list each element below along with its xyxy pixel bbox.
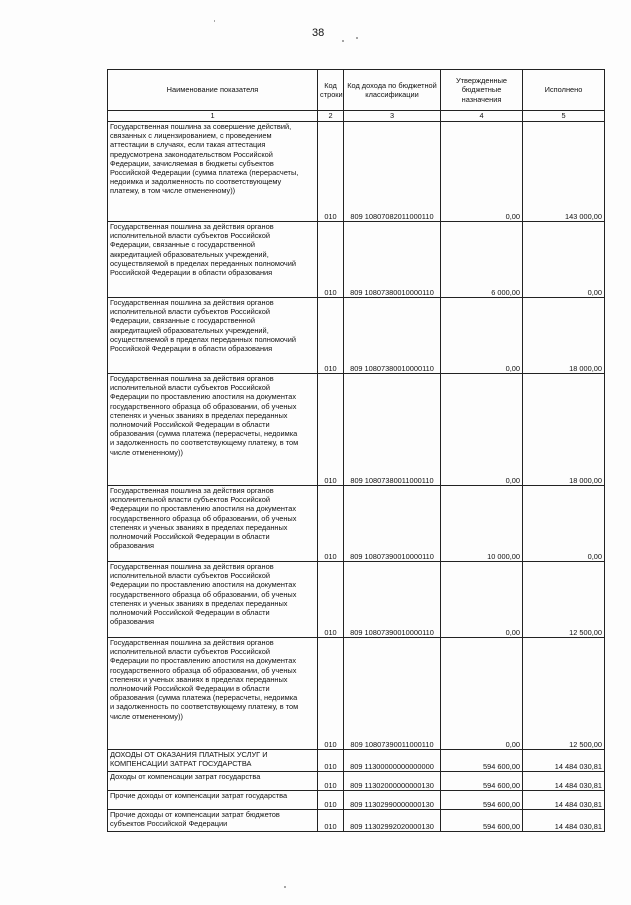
row-name-cell: Государственная пошлина за действия органов исполнительной власти субъектов Российской Федерации по проставлению апостиля на документах государственного образца об образовании, об ученых степенях и ученых званиях в пределах переданных полномочий Российской Федерации в области образования (сумма платежа (перерасчеты, недоимка и задолженность по соответствующему платежу, в том числе отмененному)) [108, 638, 318, 750]
header-name: Наименование показателя [108, 70, 318, 111]
table-row [108, 750, 605, 772]
page-number: 38 [312, 27, 325, 39]
row-line-code-cell: 010 [318, 222, 344, 298]
row-approved-cell: 6 000,00 [441, 222, 523, 298]
table-row [108, 810, 605, 832]
table-row [108, 791, 605, 810]
scan-speck [284, 886, 286, 888]
budget-execution-table [107, 69, 605, 832]
scan-speck [356, 37, 358, 39]
row-income-code-cell: 809 10807380011000110 [344, 374, 441, 486]
row-income-code-cell: 809 10807380010000110 [344, 298, 441, 374]
column-number: 1 [108, 111, 318, 122]
row-line-code-cell: 010 [318, 562, 344, 638]
row-name-cell: Государственная пошлина за действия органов исполнительной власти субъектов Российской Федерации по проставлению апостиля на документах государственного образца об образовании, об ученых степенях и ученых званиях в пределах переданных полномочий Российской Федерации в области образования [108, 486, 318, 562]
row-line-code-cell: 010 [318, 374, 344, 486]
scan-speck [214, 20, 215, 22]
row-line-code-cell: 010 [318, 122, 344, 222]
row-name-cell: Доходы от компенсации затрат государства [108, 772, 318, 791]
row-executed-cell: 18 000,00 [523, 374, 605, 486]
row-executed-cell: 12 500,00 [523, 638, 605, 750]
column-number-row [108, 111, 605, 122]
row-line-code-cell: 010 [318, 791, 344, 810]
row-income-code-cell: 809 10807380010000110 [344, 222, 441, 298]
table-header [108, 70, 605, 111]
row-income-code-cell: 809 11300000000000000 [344, 750, 441, 772]
column-number: 5 [523, 111, 605, 122]
row-executed-cell: 12 500,00 [523, 562, 605, 638]
row-approved-cell: 0,00 [441, 122, 523, 222]
row-line-code-cell: 010 [318, 638, 344, 750]
table-row [108, 562, 605, 638]
row-executed-cell: 14 484 030,81 [523, 772, 605, 791]
row-name-cell: Государственная пошлина за действия органов исполнительной власти субъектов Российской Федерации по проставлению апостиля на документах государственного образца об образовании, об ученых степенях и ученых званиях в пределах переданных полномочий Российской Федерации в области образования [108, 562, 318, 638]
row-executed-cell: 18 000,00 [523, 298, 605, 374]
row-income-code-cell: 809 10807390010000110 [344, 562, 441, 638]
table-row [108, 772, 605, 791]
row-income-code-cell: 809 11302992020000130 [344, 810, 441, 832]
header-row [108, 70, 605, 111]
row-approved-cell: 10 000,00 [441, 486, 523, 562]
column-number: 4 [441, 111, 523, 122]
row-name-cell: Государственная пошлина за действия органов исполнительной власти субъектов Российской Федерации, связанные с государственной аккредитацией образовательных учреждений, осуществляемой в пределах переданных полномочий Российской Федерации в области образования [108, 298, 318, 374]
row-income-code-cell: 809 11302000000000130 [344, 772, 441, 791]
row-approved-cell: 0,00 [441, 638, 523, 750]
row-executed-cell: 0,00 [523, 222, 605, 298]
row-approved-cell: 0,00 [441, 298, 523, 374]
row-approved-cell: 0,00 [441, 374, 523, 486]
row-income-code-cell: 809 10807390010000110 [344, 486, 441, 562]
header-line-code: Код строки [318, 70, 344, 111]
row-approved-cell: 594 600,00 [441, 750, 523, 772]
row-executed-cell: 14 484 030,81 [523, 750, 605, 772]
table-row [108, 298, 605, 374]
row-approved-cell: 594 600,00 [441, 810, 523, 832]
row-name-cell: Государственная пошлина за действия органов исполнительной власти субъектов Российской Федерации по проставлению апостиля на документах государственного образца об образовании, об ученых степенях и ученых званиях в пределах переданных полномочий Российской Федерации в области образования (сумма платежа (перерасчеты, недоимка и задолженность по соответствующему платежу, в том числе отмененному)) [108, 374, 318, 486]
table-row [108, 486, 605, 562]
row-income-code-cell: 809 10807082011000110 [344, 122, 441, 222]
row-name-cell: Прочие доходы от компенсации затрат государства [108, 791, 318, 810]
table-row [108, 222, 605, 298]
row-executed-cell: 143 000,00 [523, 122, 605, 222]
header-executed: Исполнено [523, 70, 605, 111]
table-body [108, 111, 605, 832]
table-row [108, 374, 605, 486]
header-approved: Утвержденные бюджетные назначения [441, 70, 523, 111]
row-executed-cell: 0,00 [523, 486, 605, 562]
column-number: 3 [344, 111, 441, 122]
table-row [108, 638, 605, 750]
row-income-code-cell: 809 10807390011000110 [344, 638, 441, 750]
row-approved-cell: 594 600,00 [441, 772, 523, 791]
row-line-code-cell: 010 [318, 750, 344, 772]
column-number: 2 [318, 111, 344, 122]
row-executed-cell: 14 484 030,81 [523, 810, 605, 832]
row-name-cell: Государственная пошлина за совершение действий, связанных с лицензированием, с проведением аттестации в случаях, если такая аттестация предусмотрена законодательством Российской Федерации, зачисляемая в бюджеты субъектов Российской Федерации (сумма платежа (перерасчеты, недоимка и задолженность по соответствующему платежу, в том числе отмененному)) [108, 122, 318, 222]
table-row [108, 122, 605, 222]
row-name-cell: ДОХОДЫ ОТ ОКАЗАНИЯ ПЛАТНЫХ УСЛУГ И КОМПЕНСАЦИИ ЗАТРАТ ГОСУДАРСТВА [108, 750, 318, 772]
row-line-code-cell: 010 [318, 298, 344, 374]
row-income-code-cell: 809 11302990000000130 [344, 791, 441, 810]
row-executed-cell: 14 484 030,81 [523, 791, 605, 810]
row-name-cell: Прочие доходы от компенсации затрат бюджетов субъектов Российской Федерации [108, 810, 318, 832]
row-line-code-cell: 010 [318, 486, 344, 562]
row-line-code-cell: 010 [318, 810, 344, 832]
row-approved-cell: 0,00 [441, 562, 523, 638]
header-income-code: Код дохода по бюджетной классификации [344, 70, 441, 111]
row-approved-cell: 594 600,00 [441, 791, 523, 810]
row-line-code-cell: 010 [318, 772, 344, 791]
scan-speck [342, 40, 344, 42]
row-name-cell: Государственная пошлина за действия органов исполнительной власти субъектов Российской Федерации, связанные с государственной аккредитацией образовательных учреждений, осуществляемой в пределах переданных полномочий Российской Федерации в области образования [108, 222, 318, 298]
